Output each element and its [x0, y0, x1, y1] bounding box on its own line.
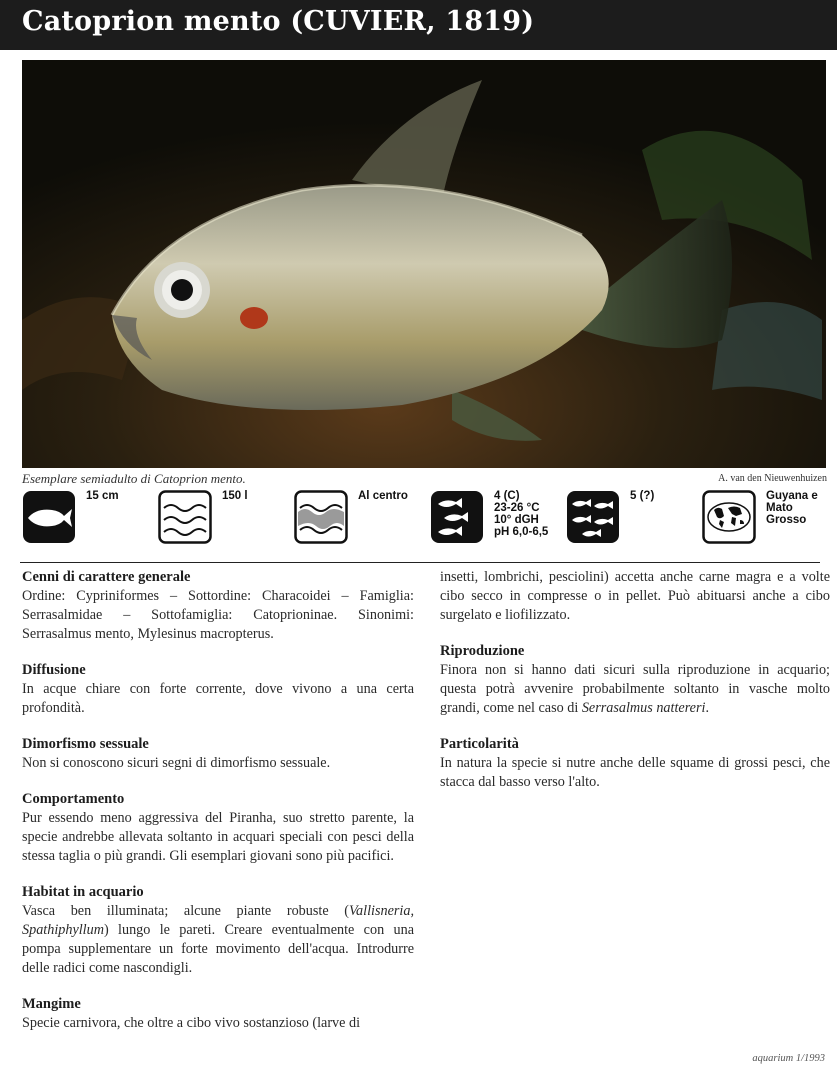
general-heading: Cenni di carattere generale: [22, 569, 191, 585]
notes-section: [440, 735, 830, 792]
notes-heading: Particolarità: [440, 736, 519, 752]
habitat-section: [22, 883, 414, 978]
behaviour-heading: Comportamento: [22, 791, 125, 807]
world-map-label: Guyana e Mato Grosso: [766, 490, 818, 526]
tank-volume-label: 150 l: [222, 490, 248, 502]
reproduction-species-italic: Serrasalmus nattereri: [581, 700, 706, 716]
reproduction-text: [440, 661, 830, 718]
distribution-text: In acque chiare con forte corrente, dove vivono a una certa profondità.: [22, 681, 414, 716]
dimorphism-text: Non si conoscono sicuri segni di dimorfismo sessuale.: [22, 755, 331, 771]
reproduction-text-end: .: [705, 700, 709, 716]
general-text: Ordine: Cypriniformes – Sottordine: Characoidei – Famiglia: Serrasalmidae – Sottofamiglia: Catoprioninae. Sinonimi: Serrasalmus mento, Mylesinus macropterus.: [22, 588, 414, 642]
swimming-zone-label: Al centro: [358, 490, 408, 502]
page-title: Catoprion mento (CUVIER, 1819): [22, 6, 535, 37]
food-heading: Mangime: [22, 996, 81, 1012]
dimorphism-heading: Dimorfismo sessuale: [22, 736, 149, 752]
food-text: Specie carnivora, che oltre a cibo vivo sostanzioso (larve di: [22, 1015, 361, 1031]
water-parameters-label: 4 (C) 23-26 °C 10° dGH pH 6,0-6,5: [494, 490, 549, 538]
habitat-text-start: Vasca ben illuminata; alcune piante robuste (: [22, 903, 349, 919]
right-column: [440, 568, 830, 809]
food-section: [22, 995, 414, 1033]
fish-photo: [22, 60, 826, 468]
section-divider: [20, 562, 820, 563]
compatibility-icon: [566, 490, 620, 544]
photo-caption: Esemplare semiadulto di Catoprion mento.: [22, 471, 246, 486]
food-continuation-text: insetti, lombrichi, pesciolini) accetta anche carne magra e a volte cibo secco in compresse o in pellet. Può abituarsi anche a cibo surgelato e liofilizzato.: [440, 569, 830, 623]
left-column: [22, 568, 414, 1050]
reproduction-heading: Riproduzione: [440, 643, 525, 659]
water-parameters-icon: [430, 490, 484, 544]
tank-volume-icon: [158, 490, 212, 544]
general-section: [22, 568, 414, 644]
behaviour-text: Pur essendo meno aggressiva del Piranha, suo stretto parente, la specie andrebbe allevata soltanto in acquari speciali con pesci della stessa taglia o più grandi. Gli esemplari giovani sono più pacifici.: [22, 810, 414, 864]
fish-size-icon: [22, 490, 76, 544]
page-header: [0, 0, 837, 50]
food-continuation-section: [440, 568, 830, 625]
notes-text: In natura la specie si nutre anche delle squame di grossi pesci, che stacca dal basso verso l'alto.: [440, 755, 830, 790]
distribution-heading: Diffusione: [22, 662, 86, 678]
habitat-text-end: ) lungo le pareti. Creare eventualmente con una pompa supplementare un forte movimento dell'acqua. Introdurre delle radici come nascondigli.: [22, 922, 414, 976]
habitat-heading: Habitat in acquario: [22, 884, 144, 900]
behaviour-section: [22, 790, 414, 866]
species-info-icons: [0, 490, 837, 554]
reproduction-text-start: Finora non si hanno dati sicuri sulla riproduzione in acquario; questa potrà avvenire probabilmente soltanto in vasche molto grandi, come nel caso di: [440, 662, 830, 716]
compatibility-label: 5 (?): [630, 490, 655, 502]
footer-source: aquarium 1/1993: [752, 1053, 825, 1064]
habitat-plants-italic: Vallisneria, Spathiphyllum: [22, 903, 414, 938]
world-map-icon: [702, 490, 756, 544]
photo-credit: A. van den Nieuwenhuizen: [718, 473, 827, 484]
dimorphism-section: [22, 735, 414, 773]
habitat-text: [22, 902, 414, 978]
fish-size-label: 15 cm: [86, 490, 119, 502]
swimming-zone-icon: [294, 490, 348, 544]
distribution-section: [22, 661, 414, 718]
reproduction-section: [440, 642, 830, 718]
